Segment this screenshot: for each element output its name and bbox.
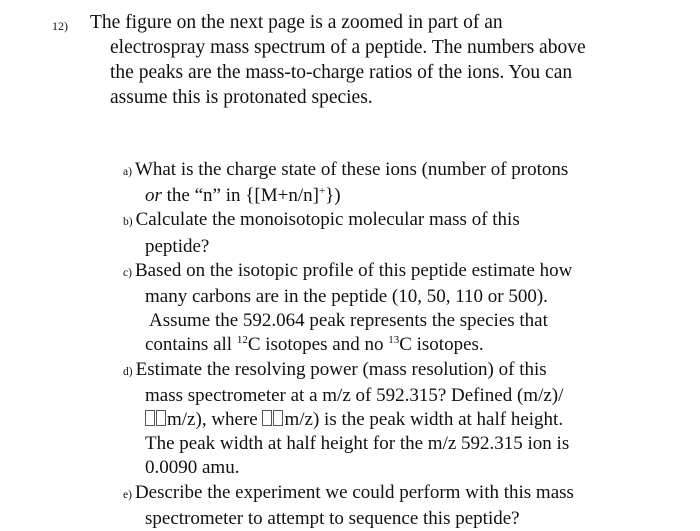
subquestion-e — [123, 481, 693, 531]
subquestion-label: c) — [123, 266, 132, 279]
subquestion-b — [123, 208, 693, 258]
subquestion-text: the “n” in {[M+n/n] — [161, 185, 319, 207]
subquestion-label: b) — [123, 216, 133, 229]
subquestion-c — [123, 259, 693, 358]
question-line: The figure on the next page is a zoomed in part of an — [90, 12, 503, 33]
question-text — [90, 10, 690, 110]
question-number: 12) — [52, 19, 68, 33]
subquestion-label: e) — [123, 488, 132, 501]
subquestion-text: contains all — [145, 334, 237, 356]
subquestion-text: many carbons are in the peptide (10, 50, 110 or 500). — [145, 286, 548, 308]
superscript: 13 — [388, 334, 400, 347]
subquestion-text: mass spectrometer at a m/z of 592.315? Defined (m/z)/ — [145, 384, 564, 406]
subquestion-text: m/z) is the peak width at half height. — [284, 409, 564, 431]
subquestion-text: What is the charge state of these ions (number of protons — [134, 159, 569, 180]
subquestion-text: Based on the isotopic profile of this peptide estimate how — [134, 259, 573, 281]
subquestion-text: 0.0090 amu. — [145, 457, 240, 479]
subquestion-label: a) — [123, 166, 132, 178]
missing-glyph-icon — [262, 410, 272, 426]
subquestion-text: The peak width at half height for the m/z 592.315 ion is — [145, 433, 570, 455]
subquestion-d — [123, 358, 693, 481]
subquestion-label: d) — [123, 365, 133, 378]
subquestion-text-italic: or — [145, 185, 162, 207]
missing-glyph-icon — [156, 410, 166, 426]
subquestion-text: spectrometer to attempt to sequence this peptide? — [145, 507, 520, 529]
subquestion-text: Assume the 592.064 peak represents the species that — [149, 310, 548, 332]
subquestion-list — [123, 158, 693, 531]
subquestion-text: }) — [325, 185, 341, 207]
question-line: electrospray mass spectrum of a peptide. The numbers above — [110, 37, 586, 58]
superscript: + — [318, 185, 326, 198]
subquestion-text: C isotopes. — [399, 334, 484, 356]
subquestion-text: Estimate the resolving power (mass resolution) of this — [135, 358, 547, 380]
subquestion-text: Describe the experiment we could perform with this mass — [134, 481, 574, 503]
question-line: the peaks are the mass-to-charge ratios of the ions. You can — [110, 62, 573, 83]
subquestion-text: m/z), where — [167, 409, 263, 431]
subquestion-text: Calculate the monoisotopic molecular mass of this — [135, 209, 520, 231]
subquestion-text: C isotopes and no — [247, 334, 389, 356]
subquestion-a — [123, 158, 693, 208]
superscript: 12 — [236, 334, 248, 347]
missing-glyph-icon — [273, 410, 283, 426]
question-line: assume this is protonated species. — [110, 87, 373, 108]
subquestion-text: peptide? — [145, 235, 210, 257]
missing-glyph-icon — [145, 410, 155, 426]
